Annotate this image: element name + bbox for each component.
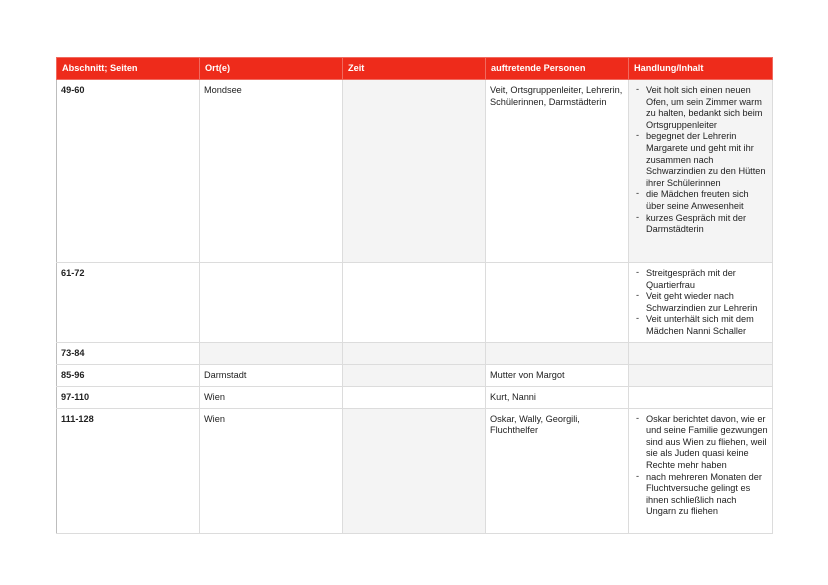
cell-plot [629,342,773,364]
list-item: - Veit unterhält sich mit dem Mädchen Nanni Schaller [636,313,754,336]
table-row [57,263,773,343]
table-row [57,386,773,408]
plot-list [633,414,768,518]
cell-place [200,263,343,343]
cell-plot [629,408,773,533]
cell-persons: Kurt, Nanni [486,386,629,408]
cell-time [343,80,486,263]
cell-time [343,386,486,408]
cell-section: 97-110 [57,386,200,408]
cell-place [200,342,343,364]
header-plot: Handlung/Inhalt [629,58,773,80]
cell-section: 111-128 [57,408,200,533]
cell-plot [629,386,773,408]
table-row [57,408,773,533]
plot-list [633,85,768,236]
table-row [57,342,773,364]
cell-section: 73-84 [57,342,200,364]
list-item: - begegnet der Lehrerin Margarete und geht mit ihr zusammen nach Schwarzindien zu den Hütten ihrer Schülerinnen [636,130,766,188]
cell-time [343,364,486,386]
cell-section: 85-96 [57,364,200,386]
cell-section: 61-72 [57,263,200,343]
plot-list [633,268,768,338]
plot-summary-table [56,57,773,534]
cell-plot [629,263,773,343]
list-item: - nach mehreren Monaten der Fluchtversuche gelingt es ihnen schließlich nach Ungarn zu fliehen [636,470,762,517]
list-item: - kurzes Gespräch mit der Darmstädterin [636,211,747,235]
table-header-row [57,58,773,80]
cell-time [343,263,486,343]
cell-plot [629,364,773,386]
cell-persons: Oskar, Wally, Georgili, Fluchthelfer [486,408,629,533]
cell-place: Wien [200,386,343,408]
cell-section: 49-60 [57,80,200,263]
table-row [57,80,773,263]
cell-persons [486,263,629,343]
cell-time [343,342,486,364]
cell-persons [486,342,629,364]
list-item: - Streitgespräch mit der Quartierfrau [636,267,736,290]
cell-place: Mondsee [200,80,343,263]
header-time: Zeit [343,58,486,80]
cell-plot [629,80,773,263]
cell-time [343,408,486,533]
header-section: Abschnitt; Seiten [57,58,200,80]
list-item: - Oskar berichtet davon, wie er und seine Familie gezwungen sind aus Wien zu fliehen, weil sie als Juden quasi keine Rechte mehr haben [636,412,768,470]
header-place: Ort(e) [200,58,343,80]
header-persons: auftretende Personen [486,58,629,80]
list-item: - Veit geht wieder nach Schwarzindien zur Lehrerin [636,290,758,313]
table-row [57,364,773,386]
list-item: - Veit holt sich einen neuen Ofen, um sein Zimmer warm zu halten, bedankt sich beim Ortsgruppenleiter [636,84,763,130]
cell-place: Darmstadt [200,364,343,386]
cell-persons: Mutter von Margot [486,364,629,386]
list-item: - die Mädchen freuten sich über seine Anwesenheit [636,188,749,211]
cell-persons: Veit, Ortsgruppenleiter, Lehrerin, Schülerinnen, Darmstädterin [486,80,629,263]
cell-place: Wien [200,408,343,533]
